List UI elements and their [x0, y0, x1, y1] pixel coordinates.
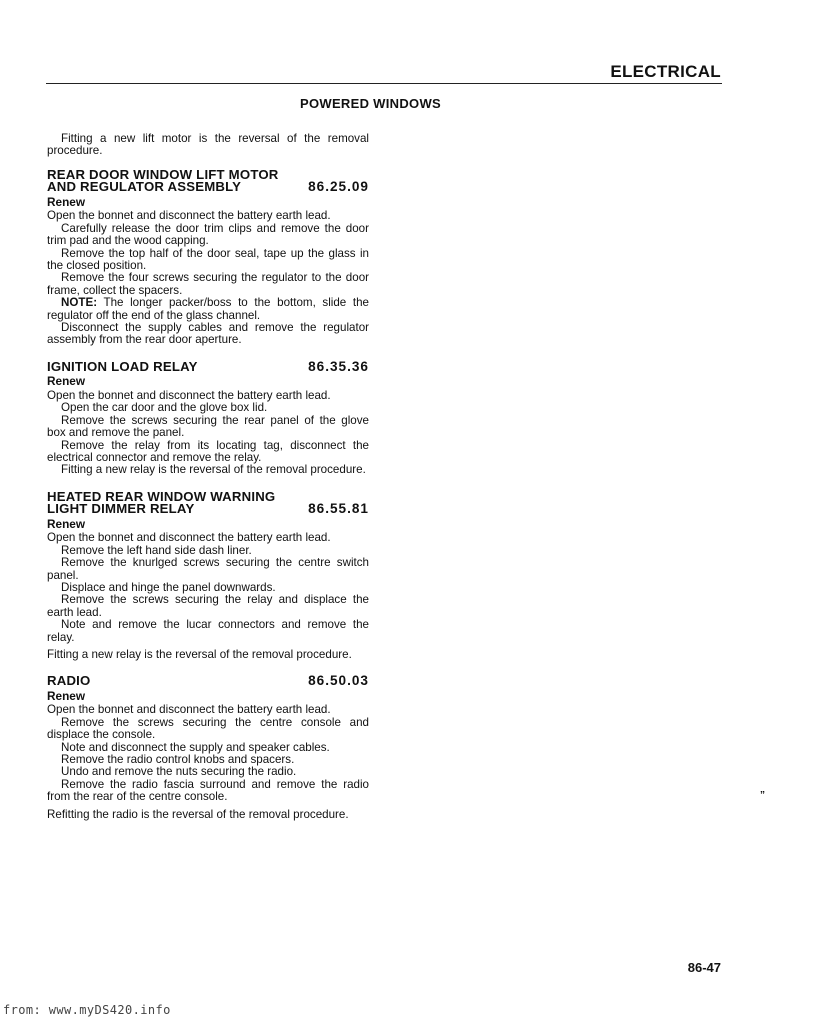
- instruction-paragraph: [47, 272, 369, 297]
- instruction-text: Open the bonnet and disconnect the battery earth lead.: [47, 388, 331, 402]
- instruction-paragraph: [47, 649, 369, 661]
- instruction-paragraph: [47, 557, 369, 582]
- instruction-paragraph: [47, 440, 369, 465]
- intro-paragraph: Fitting a new lift motor is the reversal of the removal procedure.: [47, 132, 369, 158]
- instruction-text: The longer packer/boss to the bottom, slide the regulator off the end of the glass channel.: [47, 296, 369, 322]
- page-number: 86-47: [687, 960, 721, 975]
- section-heading: [47, 181, 369, 194]
- section-title-line: REAR DOOR WINDOW LIFT MOTOR: [47, 166, 279, 182]
- text-column: [47, 133, 369, 835]
- section-subheading: Renew: [47, 688, 86, 703]
- section-subheading: Renew: [47, 195, 86, 209]
- section-title-line: LIGHT DIMMER RELAY: [47, 501, 195, 517]
- instruction-text: Refitting the radio is the reversal of the removal procedure.: [47, 807, 349, 821]
- instruction-text: Remove the relay from its locating tag, disconnect the electrical connector and remove the relay.: [47, 438, 369, 464]
- instruction-text: Displace and hinge the panel downwards.: [61, 580, 276, 594]
- procedure-section: [47, 675, 369, 821]
- instruction-paragraph: [47, 717, 369, 742]
- section-title-line: IGNITION LOAD RELAY: [47, 358, 198, 374]
- operation-code: 86.50.03: [308, 673, 369, 689]
- instruction-text: Remove the radio control knobs and spacers.: [61, 753, 295, 766]
- instruction-paragraph: [47, 779, 369, 804]
- procedure-sections: [47, 166, 369, 821]
- watermark: from: www.myDS420.info: [3, 1003, 171, 1017]
- instruction-text: Remove the screws securing the relay and displace the earth lead.: [47, 593, 369, 619]
- instruction-text: Remove the four screws securing the regulator to the door frame, collect the spacers.: [47, 271, 369, 297]
- section-heading: [47, 675, 369, 688]
- operation-code: 86.55.81: [308, 501, 369, 517]
- instruction-paragraph: [47, 464, 369, 476]
- instruction-paragraph: [47, 619, 369, 644]
- instruction-paragraph: [47, 809, 369, 821]
- instruction-text: Note and disconnect the supply and speaker cables.: [61, 740, 330, 754]
- instruction-text: Remove the knurlged screws securing the centre switch panel.: [47, 556, 369, 582]
- section-title-line: HEATED REAR WINDOW WARNING: [47, 488, 276, 504]
- instruction-text: Open the bonnet and disconnect the battery earth lead.: [47, 703, 331, 717]
- instruction-text: Fitting a new relay is the reversal of the removal procedure.: [47, 647, 352, 661]
- instruction-text: Open the bonnet and disconnect the battery earth lead.: [47, 209, 331, 223]
- instruction-paragraph: [47, 594, 369, 619]
- section-heading: [47, 358, 369, 374]
- section-heading: [47, 503, 369, 516]
- page-subtitle: POWERED WINDOWS: [300, 96, 441, 111]
- instruction-paragraph: [47, 297, 369, 322]
- instruction-paragraph: [47, 415, 369, 440]
- note-label: NOTE:: [61, 296, 98, 310]
- procedure-section: [47, 358, 369, 477]
- intro-block: [47, 133, 369, 158]
- procedure-section: [47, 166, 369, 347]
- instruction-text: Carefully release the door trim clips and remove the door trim pad and the wood capping.: [47, 221, 369, 248]
- instruction-text: Open the car door and the glove box lid.: [61, 401, 268, 415]
- instruction-text: Note and remove the lucar connectors and remove the relay.: [47, 618, 369, 644]
- procedure-section: [47, 488, 369, 662]
- section-header: ELECTRICAL: [610, 62, 721, 81]
- instruction-text: Disconnect the supply cables and remove the regulator assembly from the rear door aperture.: [47, 321, 369, 347]
- instruction-paragraph: [47, 248, 369, 273]
- section-title-line: RADIO: [47, 673, 91, 689]
- operation-code: 86.35.36: [308, 358, 369, 374]
- stray-mark: ”: [760, 790, 765, 801]
- instruction-paragraph: [47, 322, 369, 347]
- instruction-text: Remove the radio fascia surround and remove the radio from the rear of the centre console.: [47, 777, 369, 804]
- instruction-text: Remove the left hand side dash liner.: [61, 543, 252, 557]
- instruction-text: Undo and remove the nuts securing the radio.: [61, 765, 297, 779]
- instruction-text: Remove the screws securing the centre console and displace the console.: [47, 715, 369, 742]
- instruction-text: Remove the screws securing the rear panel of the glove box and remove the panel.: [47, 413, 369, 440]
- instruction-text: Remove the top half of the door seal, tape up the glass in the closed position.: [47, 246, 369, 273]
- instruction-text: Open the bonnet and disconnect the battery earth lead.: [47, 531, 331, 545]
- header-rule: [46, 83, 722, 84]
- instruction-paragraph: [47, 223, 369, 248]
- section-subheading: Renew: [47, 374, 86, 389]
- operation-code: 86.25.09: [308, 179, 369, 195]
- section-subheading: Renew: [47, 516, 86, 531]
- instruction-text: Fitting a new relay is the reversal of the removal procedure.: [61, 463, 366, 477]
- section-title-line: AND REGULATOR ASSEMBLY: [47, 179, 242, 195]
